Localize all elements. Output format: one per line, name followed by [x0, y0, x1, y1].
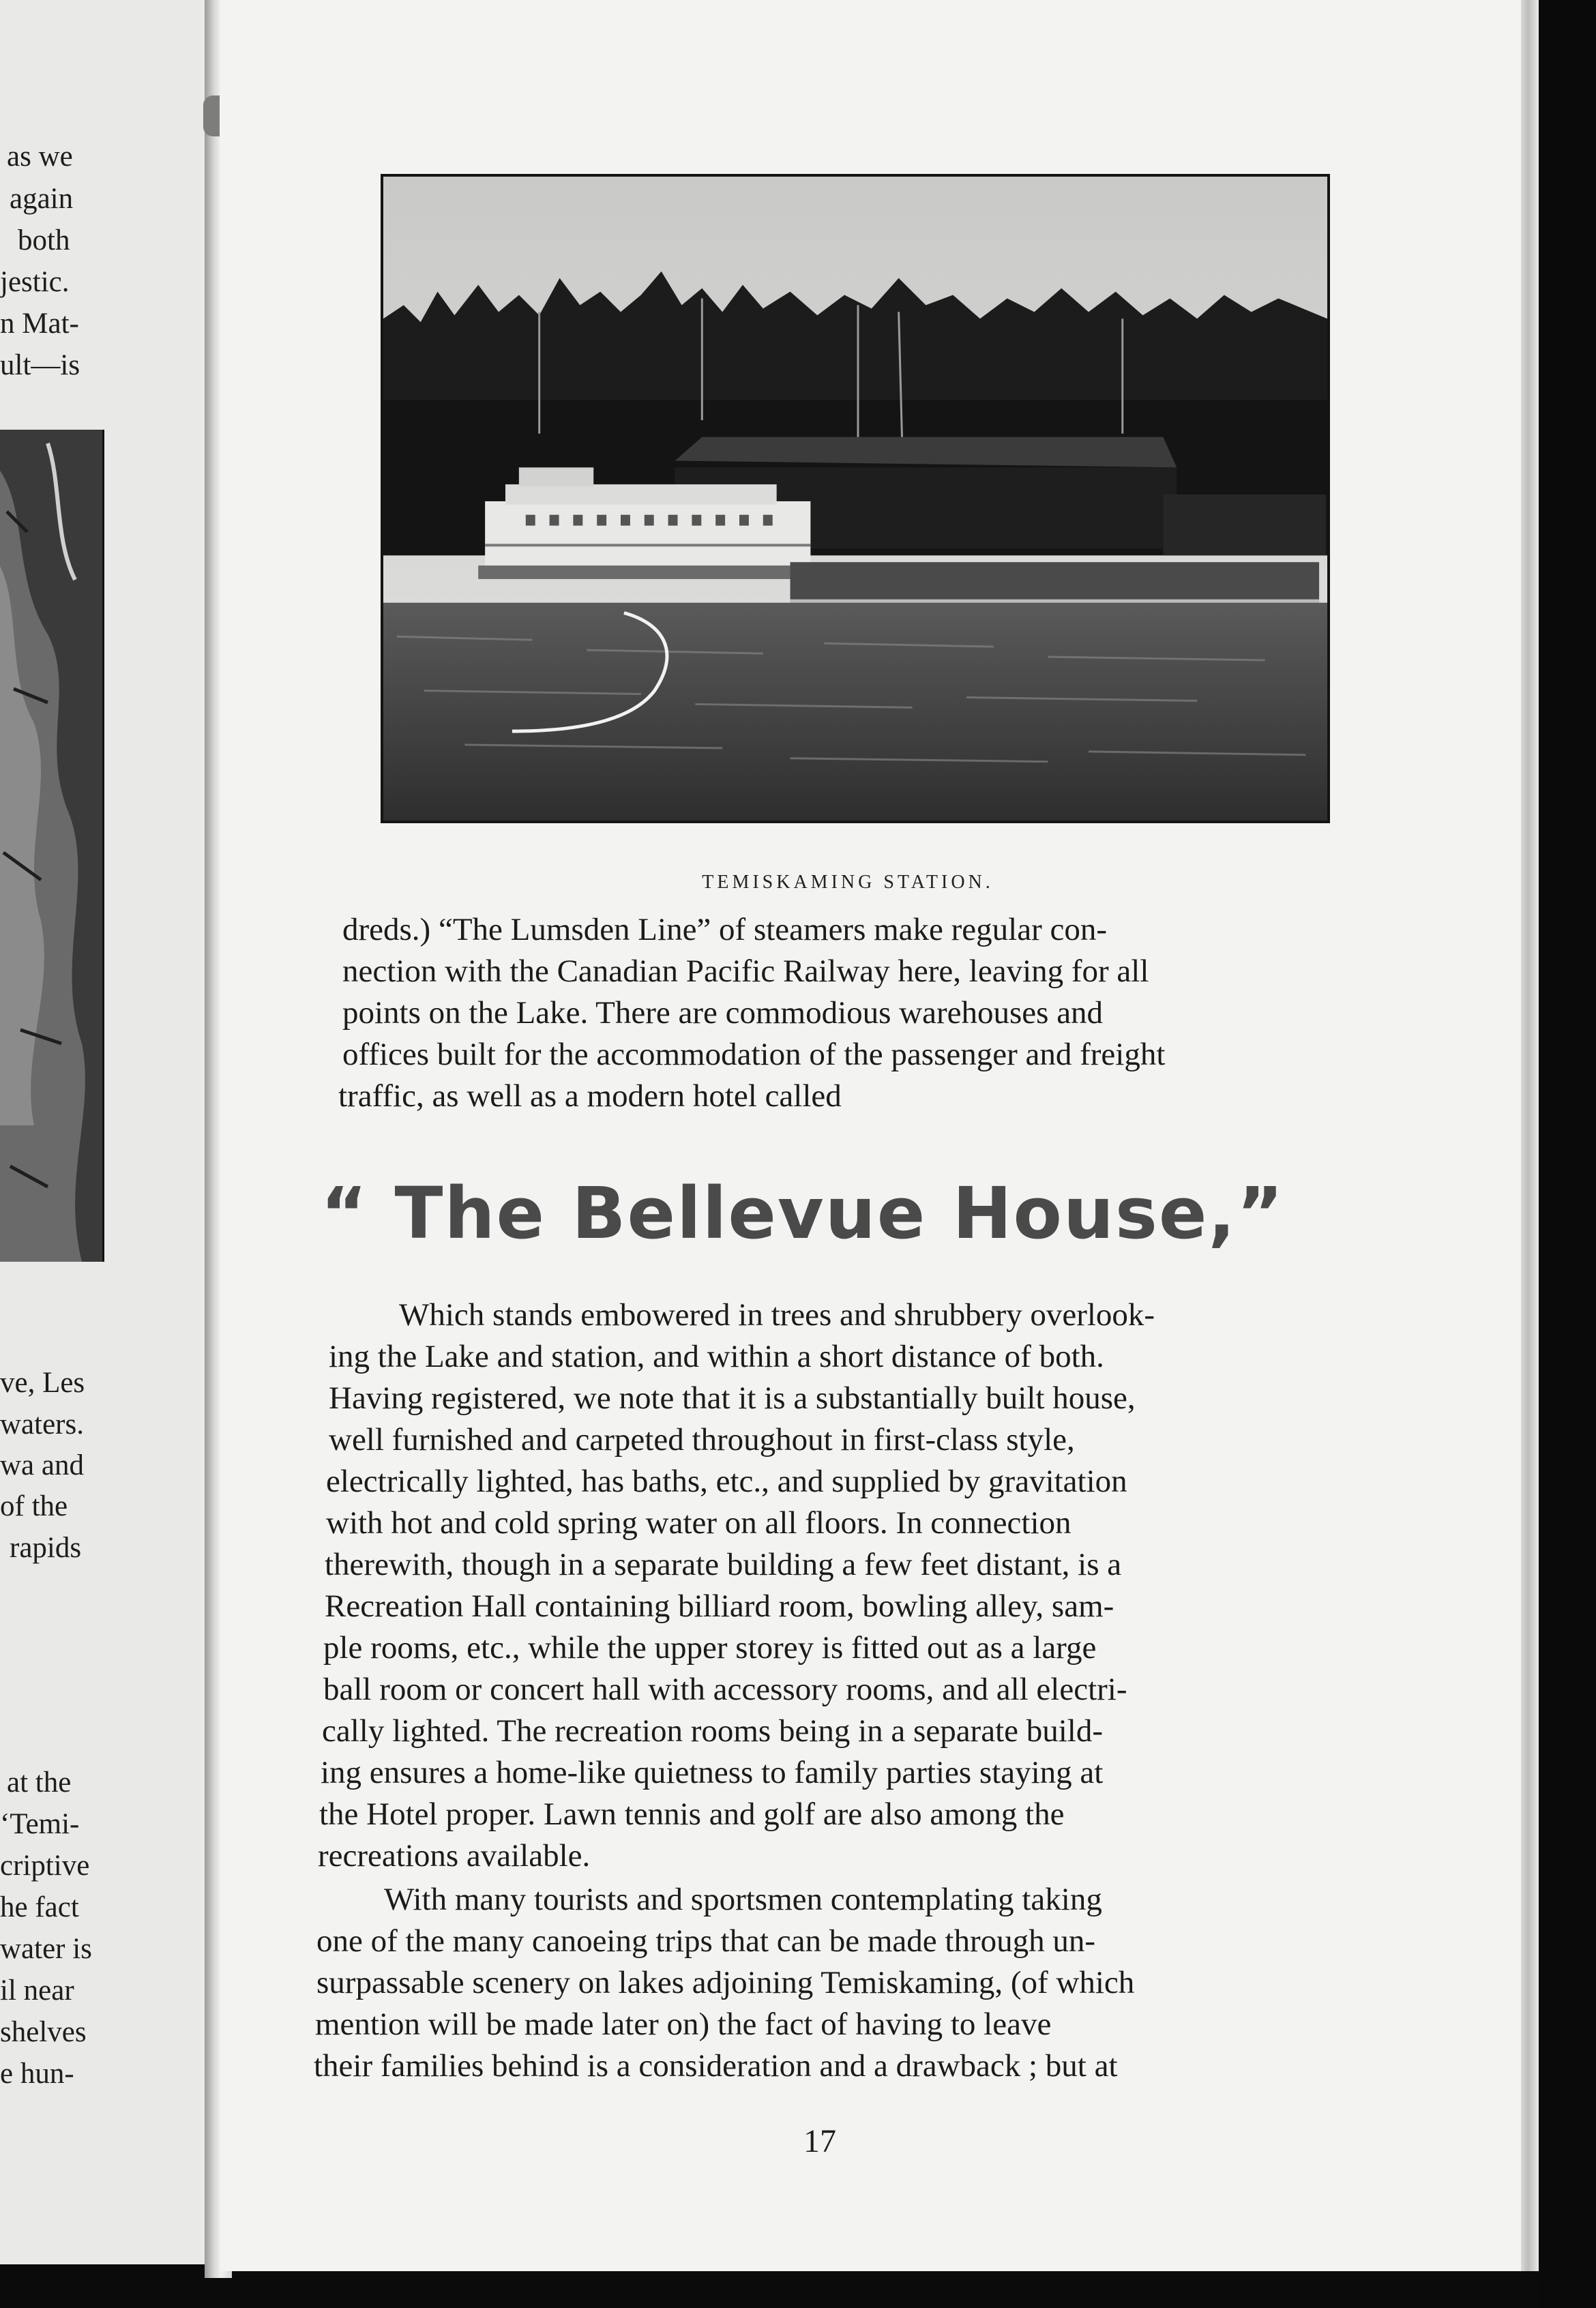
paragraph-2-line: Having registered, we note that it is a substantially built house, [329, 1380, 1136, 1416]
paragraph-2-line: ball room or concert hall with accessory rooms, and all electri- [323, 1672, 1127, 1707]
paragraph-3-line: mention will be made later on) the fact of having to leave [315, 2007, 1052, 2042]
left-text-line: jestic. [0, 266, 70, 298]
left-text-line: as we [7, 140, 73, 173]
left-text-line: of the [0, 1490, 68, 1522]
paragraph-2-line: ing ensures a home-like quietness to family parties staying at [321, 1755, 1104, 1790]
paragraph-2-line: recreations available. [318, 1838, 591, 1874]
left-text-line: at the [7, 1766, 72, 1799]
scan-background [1539, 0, 1596, 2308]
paragraph-2-line: Which stands embowered in trees and shrubbery overlook- [399, 1297, 1155, 1333]
left-text-line: ult—is [0, 349, 80, 381]
left-text-line: n Mat- [0, 308, 79, 340]
page-edge-stack [1521, 0, 1539, 2271]
paragraph-1-line: nection with the Canadian Pacific Railway here, leaving for all [342, 953, 1149, 989]
left-text-line: criptive [0, 1850, 90, 1882]
paragraph-2-line: Recreation Hall containing billiard room, bowling alley, sam- [325, 1588, 1114, 1624]
left-text-line: he fact [0, 1891, 79, 1923]
paragraph-2-line: with hot and cold spring water on all floors. In connection [326, 1505, 1072, 1541]
left-page-photo-rocks [0, 430, 104, 1262]
section-heading: “ The Bellevue House,” [321, 1172, 1285, 1255]
left-text-line: both [18, 224, 70, 256]
page-number: 17 [803, 2123, 836, 2159]
left-facing-page [0, 0, 208, 2264]
paragraph-2-line: well furnished and carpeted throughout in first-class style, [329, 1422, 1075, 1458]
left-text-line: rapids [10, 1532, 82, 1564]
photo-temiskaming-station [381, 174, 1330, 823]
paragraph-2-line: the Hotel proper. Lawn tennis and golf are also among the [319, 1796, 1065, 1832]
left-text-line: water is [0, 1933, 92, 1965]
paragraph-2-line: therewith, though in a separate building a few feet distant, is a [325, 1547, 1122, 1582]
paragraph-3-line: one of the many canoeing trips that can be made through un- [316, 1923, 1095, 1959]
left-text-line: ve, Les [0, 1367, 85, 1399]
paragraph-3-line: their families behind is a consideration and a drawback ; but at [314, 2048, 1118, 2084]
left-text-line: e hun- [0, 2058, 74, 2090]
paragraph-3-line: surpassable scenery on lakes adjoining Temiskaming, (of which [316, 1965, 1135, 2000]
left-text-line: il near [0, 1974, 74, 2007]
left-text-line: waters. [0, 1408, 84, 1440]
paragraph-2-line: cally lighted. The recreation rooms being in a separate build- [322, 1713, 1104, 1749]
paragraph-2-line: ple rooms, etc., while the upper storey is fitted out as a large [323, 1630, 1097, 1666]
paragraph-3-line: With many tourists and sportsmen contemplating taking [384, 1882, 1102, 1917]
left-text-line: again [10, 183, 74, 215]
photo-caption: TEMISKAMING STATION. [702, 872, 994, 893]
left-text-line: wa and [0, 1449, 84, 1481]
left-text-line: shelves [0, 2016, 87, 2048]
paragraph-1-line: offices built for the accommodation of the passenger and freight [342, 1037, 1166, 1072]
paragraph-1-line: traffic, as well as a modern hotel called [338, 1078, 842, 1114]
paragraph-2-line: ing the Lake and station, and within a short distance of both. [329, 1339, 1104, 1374]
left-text-line: ‘Temi- [0, 1808, 80, 1840]
paragraph-1-line: points on the Lake. There are commodious warehouses and [342, 995, 1104, 1031]
paragraph-1-line: dreds.) “The Lumsden Line” of steamers make regular con- [342, 912, 1108, 947]
paragraph-2-line: electrically lighted, has baths, etc., and supplied by gravitation [326, 1464, 1127, 1499]
